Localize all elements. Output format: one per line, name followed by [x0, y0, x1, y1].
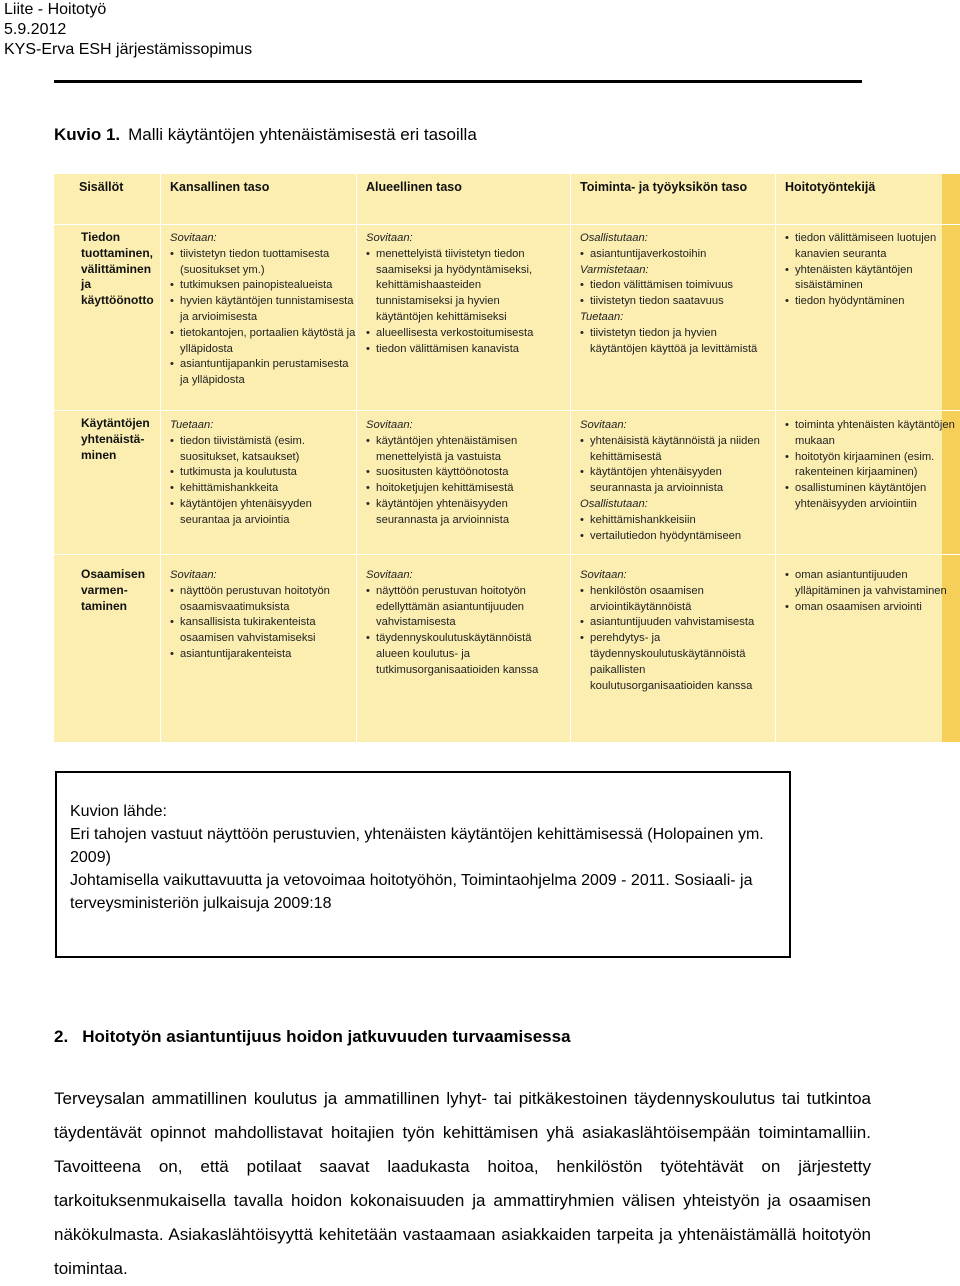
cell-item: • oman asiantuntijuuden ylläpitäminen ja vahvistaminen — [785, 568, 960, 600]
cell-lead: Sovitaan: — [170, 569, 217, 581]
column-divider — [356, 174, 357, 742]
cell-national — [170, 418, 356, 529]
cell-item: • tutkimuksen painopistealueista — [170, 278, 356, 294]
header-regional: Alueellinen taso — [366, 180, 462, 194]
cell-list — [170, 584, 356, 663]
section-heading: Hoitotyön asiantuntijuus hoidon jatkuvuuden turvaamisessa — [82, 1027, 571, 1046]
cell-item: • tutkimusta ja koulutusta — [170, 465, 356, 481]
row-divider — [54, 410, 960, 411]
header-content: Sisällöt — [79, 180, 124, 194]
source-heading: Kuvion lähde: — [70, 803, 167, 820]
header-date: 5.9.2012 — [4, 21, 67, 38]
cell-regional — [366, 418, 552, 529]
cell-item: • tiedon välittämisen toimivuus — [580, 278, 766, 294]
cell-item: • tietokantojen, portaalien käytöstä ja ylläpidosta — [170, 326, 356, 358]
cell-item: • asiantuntijarakenteista — [170, 647, 356, 663]
cell-list — [785, 231, 960, 310]
cell-item: • näyttöön perustuvan hoitotyön edellyttämän asiantuntijuuden vahvistamisesta — [366, 584, 552, 631]
cell-item: • kehittämishankkeisiin — [580, 513, 766, 529]
column-divider — [775, 174, 776, 742]
cell-unit — [580, 231, 766, 357]
cell-item: • toiminta yhtenäisten käytäntöjen mukaan — [785, 418, 960, 450]
cell-lead: Tuetaan: — [580, 310, 624, 323]
cell-list — [366, 247, 552, 358]
header-attachment: Liite - Hoitotyö — [4, 1, 107, 18]
cell-item: • tiedon välittämiseen luotujen kanavien seuranta — [785, 231, 960, 263]
cell-list — [170, 247, 356, 389]
cell-national — [170, 568, 356, 663]
cell-item: • kehittämishankkeita — [170, 481, 356, 497]
section-number: 2. — [54, 1027, 69, 1046]
figure-title — [54, 124, 477, 146]
cell-regional — [366, 568, 552, 679]
cell-national — [170, 231, 356, 389]
cell-item: • alueellisesta verkostoitumisesta — [366, 326, 552, 342]
cell-item: • täydennyskoulutuskäytännöistä alueen koulutus- ja tutkimusorganisaatioiden kanssa — [366, 631, 552, 678]
cell-item: • käytäntöjen yhtenäisyyden seurannasta ja arvioinnista — [580, 465, 766, 497]
column-divider — [570, 174, 571, 742]
cell-lead: Sovitaan: — [170, 232, 217, 244]
cell-item: • henkilöstön osaamisen arviointikäytännöistä — [580, 584, 766, 616]
cell-item: • menettelyistä tiivistetyn tiedon saamiseksi ja hyödyntämiseksi, kehittämishaasteiden tunnistamiseksi ja hyvien käytäntöjen kehittämiseksi — [366, 247, 552, 326]
cell-item: • suositusten käyttöönotosta — [366, 465, 552, 481]
cell-lead: Tuetaan: — [170, 419, 214, 431]
row-label-practices: Käytäntöjen yhtenäistä-minen — [81, 416, 150, 462]
cell-lead: Osallistutaan: — [580, 497, 648, 510]
cell-list — [580, 434, 766, 497]
cell-list — [580, 513, 766, 545]
header-nurse: Hoitotyöntekijä — [785, 180, 876, 194]
cell-list — [366, 584, 552, 679]
cell-unit — [580, 418, 766, 544]
cell-item: • asiantuntijapankin perustamisesta ja ylläpidosta — [170, 357, 356, 389]
header-unit: Toiminta- ja työyksikön taso — [580, 180, 748, 194]
cell-item: • yhtenäisistä käytännöistä ja niiden kehittämisestä — [580, 434, 766, 466]
row-label-knowledge: Tiedon tuottaminen, välittäminen ja käyttöönotto — [81, 230, 154, 308]
row-divider — [54, 554, 960, 555]
cell-item: • asiantuntijuuden vahvistamisesta — [580, 615, 766, 631]
source-reference-2: Johtamisella vaikuttavuutta ja vetovoimaa hoitotyöhön, Toimintaohjelma 2009 - 2011. Sosiaali- ja terveysministeriön julkaisuja 2009:18 — [70, 872, 753, 912]
cell-list — [366, 434, 552, 529]
cell-item: • kansallisista tukirakenteista osaamisen vahvistamiseksi — [170, 615, 356, 647]
cell-list — [580, 584, 766, 695]
cell-lead: Sovitaan: — [366, 232, 413, 244]
cell-nurse — [785, 418, 960, 513]
figure-caption: Malli käytäntöjen yhtenäistämisestä eri tasoilla — [128, 125, 477, 144]
cell-lead: Sovitaan: — [580, 419, 627, 431]
cell-item: • oman osaamisen arviointi — [785, 600, 960, 616]
header-national: Kansallinen taso — [170, 180, 270, 194]
model-table — [54, 174, 960, 742]
cell-regional — [366, 231, 552, 357]
cell-list — [580, 326, 766, 358]
cell-item: • tiivistetyn tiedon ja hyvien käytäntöjen käyttöä ja levittämistä — [580, 326, 766, 358]
cell-item: • hyvien käytäntöjen tunnistamisesta ja arvioimisesta — [170, 294, 356, 326]
header-rule — [54, 80, 862, 83]
cell-item: • tiivistetyn tiedon saatavuus — [580, 294, 766, 310]
figure-source — [70, 800, 782, 915]
cell-item: • käytäntöjen yhtenäistämisen menettelyistä ja vastuista — [366, 434, 552, 466]
cell-item: • vertailutiedon hyödyntämiseen — [580, 529, 766, 545]
figure-label: Kuvio 1. — [54, 125, 121, 144]
source-reference-1: Eri tahojen vastuut näyttöön perustuvien, yhtenäisten käytäntöjen kehittämisessä (Holopainen ym. 2009) — [70, 826, 764, 866]
cell-item: • tiivistetyn tiedon tuottamisesta (suositukset ym.) — [170, 247, 356, 279]
section-paragraph: Terveysalan ammatillinen koulutus ja ammatillinen lyhyt- tai pitkäkestoinen täydennyskoulutus tai tutkintoa täydentävät opinnot mahdollistavat hoitajien työn kehittämisen yhä asiakaslähtöisempään toimintamalliin. Tavoitteena on, että potilaat saavat laadukasta hoitoa, henkilöstön työtehtävät on järjestetty tarkoituksenmukaisella tavalla hoidon kokonaisuuden ja ammattiryhmien välisen yhteistyön ja osaamisen näkökulmasta. Asiakaslähtöisyyttä kehitetään vastaamaan asiakkaiden tarpeita ja yhtenäistämällä hoitotyön toimintaa. — [54, 1089, 871, 1278]
cell-item: • tiedon välittämisen kanavista — [366, 342, 552, 358]
cell-item: • näyttöön perustuvan hoitotyön osaamisvaatimuksista — [170, 584, 356, 616]
cell-lead: Varmistetaan: — [580, 263, 649, 276]
cell-item: • käytäntöjen yhtenäisyyden seurantaa ja arviointia — [170, 497, 356, 529]
header-agreement: KYS-Erva ESH järjestämissopimus — [4, 41, 253, 58]
cell-lead: Sovitaan: — [366, 419, 413, 431]
cell-list — [580, 247, 766, 263]
cell-nurse — [785, 568, 960, 615]
cell-lead: Sovitaan: — [580, 569, 627, 581]
cell-list — [785, 418, 960, 513]
cell-item: • osallistuminen käytäntöjen yhtenäisyyden arviointiin — [785, 481, 960, 513]
cell-unit — [580, 568, 766, 694]
document-header — [4, 0, 252, 60]
cell-list — [785, 568, 960, 615]
cell-item: • tiedon hyödyntäminen — [785, 294, 960, 310]
cell-item: • yhtenäisten käytäntöjen sisäistäminen — [785, 263, 960, 295]
cell-item: • perehdytys- ja täydennyskoulutuskäytännöistä paikallisten koulutusorganisaatioiden kanssa — [580, 631, 766, 694]
cell-lead: Sovitaan: — [366, 569, 413, 581]
cell-item: • hoitotyön kirjaaminen (esim. rakenteinen kirjaaminen) — [785, 450, 960, 482]
cell-nurse — [785, 231, 960, 310]
cell-item: • hoitoketjujen kehittämisestä — [366, 481, 552, 497]
cell-list — [170, 434, 356, 529]
row-divider — [54, 224, 960, 225]
cell-item: • asiantuntijaverkostoihin — [580, 247, 766, 263]
row-label-competence: Osaamisen varmen-taminen — [81, 567, 146, 613]
cell-item: • tiedon tiivistämistä (esim. suositukset, katsaukset) — [170, 434, 356, 466]
section-title — [54, 1026, 571, 1048]
figure-source-box — [55, 771, 791, 958]
cell-item: • käytäntöjen yhtenäisyyden seurannasta ja arvioinnista — [366, 497, 552, 529]
cell-list — [580, 278, 766, 310]
cell-lead: Osallistutaan: — [580, 232, 648, 244]
